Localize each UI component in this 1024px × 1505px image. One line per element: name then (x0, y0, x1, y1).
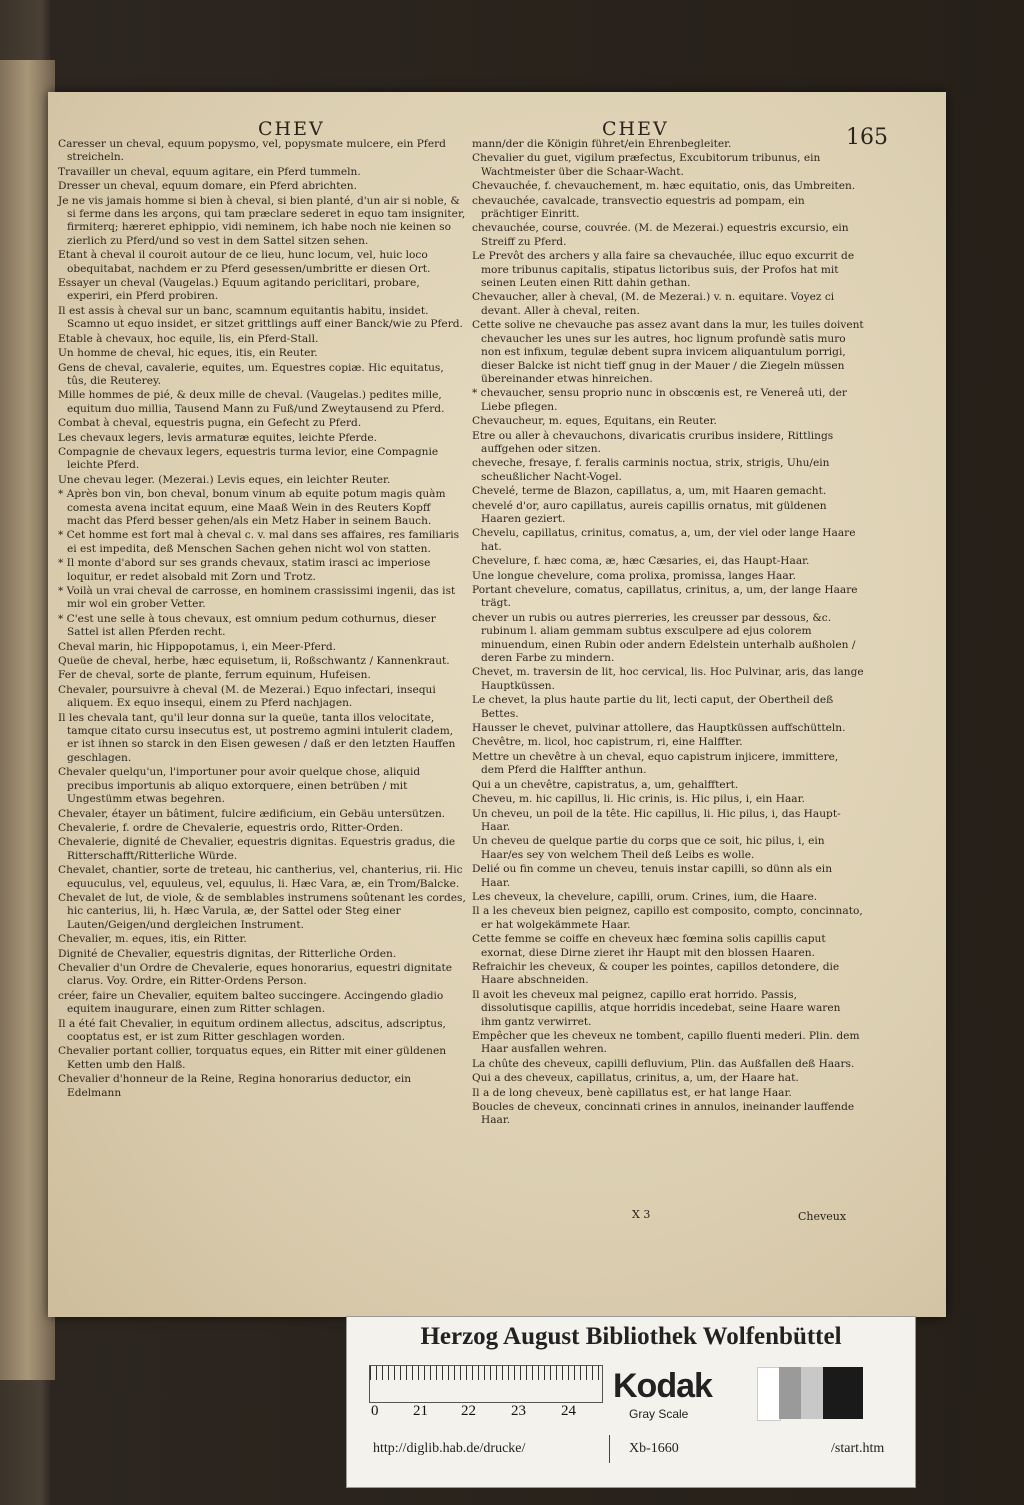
dictionary-entry: Boucles de cheveux, concinnati crines in annulos, ineinander lauffende Haar. (472, 1101, 855, 1127)
dictionary-entry: Mille hommes de pié, & deux mille de cheval. (Vaugelas.) pedites mille, equitum duo millia, Tausend Mann zu Fuß/und Zweytausend zu Pferd. (58, 389, 445, 415)
target-card (346, 1316, 916, 1488)
dictionary-entry: Etre ou aller à chevauchons, divaricatis cruribus insidere, Rittlings auffgehen oder sitzen. (472, 429, 834, 455)
dictionary-entry: Compagnie de chevaux legers, equestris turma levior, eine Compagnie leichte Pferd. (58, 445, 439, 472)
dictionary-entry: Empêcher que les cheveux ne tombent, capillo fluenti mederi. Plin. dem Haar ausfallen wehren. (472, 1030, 860, 1056)
dictionary-entry: Chevelure, f. hæc coma, æ, hæc Cæsaries, ei, das Haupt-Haar. (472, 555, 810, 568)
dictionary-entry: Dignité de Chevalier, equestris dignitas, der Ritterliche Orden. (58, 947, 397, 960)
dictionary-entry: Il a été fait Chevalier, in equitum ordinem allectus, adscitus, adscriptus, cooptatus est, er ist zum Ritter geschlagen worden. (58, 1017, 446, 1043)
dictionary-entry: Un homme de cheval, hic eques, itis, ein Reuter. (58, 347, 318, 360)
dictionary-entry: Caresser un cheval, equum popysmo, vel, popysmate mulcere, ein Pferd streicheln. (58, 138, 446, 164)
gray-swatch-mid (779, 1367, 801, 1419)
url-left: http://diglib.hab.de/drucke/ (373, 1441, 526, 1456)
dictionary-entry: chevelé d'or, auro capillatus, aureis capillis ornatus, mit güldenen Haaren geziert. (472, 499, 827, 525)
dictionary-entry: Chevalier portant collier, torquatus eques, ein Ritter mit einer güldenen Ketten umb den Halß. (58, 1045, 447, 1071)
dictionary-entry: Chevaucher, aller à cheval, (M. de Mezerai.) v. n. equitare. Voyez ci devant. Aller à cheval, reiten. (472, 291, 835, 317)
dictionary-entry: Gens de cheval, cavalerie, equites, um. Equestres copiæ. Hic equitatus, tûs, die Reuterey. (58, 361, 444, 387)
dictionary-entry: Les cheveux, la chevelure, capilli, orum. Crines, ium, die Haare. (472, 890, 818, 903)
dictionary-entry: mann/der die Königin führet/ein Ehrenbegleiter. (472, 138, 732, 150)
dictionary-entry: Il a de long cheveux, benè capillatus est, er hat lange Haar. (472, 1086, 792, 1099)
dictionary-entry: * Après bon vin, bon cheval, bonum vinum ab equite potum magis quàm comesta avena incitat equum, eine Maaß Wein in des Reuters Kopff macht das Pferd besser gehen/als ein Metz Haber in seinem Bauch. (58, 488, 446, 527)
dictionary-entry: Cette femme se coiffe en cheveux hæc fœmina solis capillis caput exornat, diese Dirne zieret ihr Haupt mit den blossen Haaren. (472, 933, 826, 959)
dictionary-entry: créer, faire un Chevalier, equitem balteo succingere. Accingendo gladio equitem inaugurare, einen zum Ritter schlagen. (58, 989, 444, 1016)
dictionary-entry: Chevalerie, f. ordre de Chevalerie, equestris ordo, Ritter-Orden. (58, 821, 404, 834)
dictionary-entry: Essayer un cheval (Vaugelas.) Equum agitando periclitari, probare, experiri, ein Pferd probiren. (58, 277, 420, 303)
url-right: /start.htm (831, 1441, 885, 1456)
shelfmark: Xb-1660 (629, 1441, 679, 1456)
dictionary-entry: Chevaler, étayer un bâtiment, fulcire ædificium, ein Gebäu untersützen. (58, 807, 446, 820)
dictionary-entry: chevauchée, cavalcade, transvectio equestris ad pompam, ein prächtiger Einritt. (472, 194, 805, 221)
dictionary-entry: Delié ou fin comme un cheveu, tenuis instar capilli, so dünn als ein Haar. (472, 863, 833, 889)
dictionary-entry: Chevaucheur, m. eques, Equitans, ein Reuter. (472, 415, 717, 428)
dictionary-entry: Chevalier du guet, vigilum præfectus, Excubitorum tribunus, ein Wachtmeister über die Schaar-Wacht. (472, 152, 821, 178)
dictionary-entry: Chevêtre, m. licol, hoc capistrum, ri, eine Halffter. (472, 736, 743, 749)
dictionary-entry: cheveche, fresaye, f. feralis carminis noctua, strix, strigis, Uhu/ein scheußlicher Nacht-Vogel. (472, 457, 830, 483)
dictionary-entry: Une chevau leger. (Mezerai.) Levis eques, ein leichter Reuter. (58, 473, 391, 486)
dictionary-entry: Cette solive ne chevauche pas assez avant dans la mur, les tuiles doivent chevaucher les unes sur les autres, hoc lignum profundè satis muro non est infixum, tegulæ debent supra invicem aliquantulum porrigi, dieser Balcke ist nicht tieff gnug in der Mauer / die Ziegeln müssen übereinander etwas hinreichen. (472, 319, 864, 385)
kodak-logo: Kodak (613, 1367, 712, 1405)
dictionary-entry: Il avoit les cheveux mal peignez, capillo erat horrido. Passis, dissolutisque capillis, atque horridis incedebat, seine Haare waren ihm gantz verwirret. (472, 988, 841, 1028)
dictionary-entry: Portant chevelure, comatus, capillatus, crinitus, a, um, der lange Haare trägt. (472, 584, 858, 610)
dictionary-entry: Qui a des cheveux, capillatus, crinitus, a, um, der Haare hat. (472, 1072, 799, 1085)
dictionary-entry: Mettre un chevêtre à un cheval, equo capistrum injicere, immittere, dem Pferd die Halffter anthun. (472, 750, 839, 777)
dictionary-entry: Un cheveu, un poil de la tête. Hic capillus, li. Hic pilus, i, das Haupt-Haar. (472, 807, 841, 833)
dictionary-entry: Les chevaux legers, levis armaturæ equites, leichte Pferde. (58, 431, 378, 444)
dictionary-entry: Chevauchée, f. chevauchement, m. hæc equitatio, onis, das Umbreiten. (472, 180, 856, 193)
gray-swatch-black (823, 1367, 863, 1419)
dictionary-entry: La chûte des cheveux, capilli defluvium, Plin. das Außfallen deß Haars. (472, 1057, 855, 1070)
library-title: Herzog August Bibliothek Wolfenbüttel (420, 1323, 842, 1350)
dictionary-entry: Hausser le chevet, pulvinar attollere, das Hauptküssen auffschütteln. (472, 722, 846, 735)
right-column (472, 138, 864, 1129)
dictionary-entry: * Cet homme est fort mal à cheval c. v. mal dans ses affaires, res familiaris ei est impedita, deß Menschen Sachen gehen nicht wol von statten. (58, 529, 460, 555)
dictionary-entry: Chevalier d'honneur de la Reine, Regina honorarius deductor, ein Edelmann (58, 1073, 412, 1099)
dictionary-entry: chever un rubis ou autres pierreries, les creusser par dessous, &c. rubinum l. aliam gemmam subtus exsculpere ad ejus colorem minuendum, einen Rubin oder andern Edelstein unterhalb außholen / deren Farbe zu mindern. (472, 611, 856, 665)
running-head-right: CHEV (602, 118, 669, 140)
dictionary-entry: Une longue chevelure, coma prolixa, promissa, langes Haar. (472, 569, 796, 582)
ruler-scale (369, 1365, 603, 1403)
running-head-left: CHEV (258, 118, 325, 140)
dictionary-entry: Dresser un cheval, equum domare, ein Pferd abrichten. (58, 180, 357, 193)
dictionary-entry: Chevet, m. traversin de lit, hoc cervical, lis. Hoc Pulvinar, aris, das lange Hauptküssen. (472, 666, 864, 692)
dictionary-entry: * Voilà un vrai cheval de carrosse, en hominem crassissimi ingenii, das ist mir wol ein grober Vetter. (58, 585, 456, 611)
ruler-label: 23 (511, 1403, 526, 1419)
ruler-label: 21 (413, 1403, 428, 1419)
dictionary-entry: Chevaler quelqu'un, l'importuner pour avoir quelque chose, aliquid precibus importunis ab aliquo extorquere, einen betrüben / mit Ungestümm etwas begehren. (58, 766, 421, 806)
catchword: Cheveux (798, 1210, 847, 1223)
page-number: 165 (846, 125, 888, 150)
dictionary-entry: Je ne vis jamais homme si bien à cheval, si bien planté, d'un air si noble, & si ferme dans les arçons, qui tam præclare sederet in equo tam insigniter, firmiterq; hæreret ephippio, vidi neminem, ich habe noch nie keinen so zierlich zu Pferd/und so vest in dem Sattel sitzen sehen. (58, 194, 466, 247)
dictionary-entry: chevauchée, course, couvrée. (M. de Mezerai.) equestris excursio, ein Streiff zu Pferd. (472, 222, 849, 248)
dictionary-entry: Il a les cheveux bien peignez, capillo est composito, compto, concinnato, er hat wolgekämmete Haar. (472, 905, 863, 931)
dictionary-entry: Etant à cheval il couroit autour de ce lieu, hunc locum, vel, huic loco obequitabat, nachdem er zu Pferd gesessen/umbritte er diesen Ort. (58, 249, 431, 275)
binding-edge (0, 60, 55, 1380)
signature-mark: X 3 (632, 1208, 651, 1221)
dictionary-entry: Chevalier, m. eques, itis, ein Ritter. (58, 933, 247, 946)
gray-swatch-light (801, 1367, 823, 1419)
dictionary-entry: Queüe de cheval, herbe, hæc equisetum, ii, Roßschwantz / Kannenkraut. (58, 655, 450, 668)
dictionary-entry: * Il monte d'abord sur ses grands chevaux, statim irasci ac imperiose loquitur, er redet alsobald mit Zorn und Trotz. (58, 557, 431, 583)
dictionary-entry: Cheveu, m. hic capillus, li. Hic crinis, is. Hic pilus, i, ein Haar. (472, 793, 805, 806)
divider (609, 1435, 610, 1463)
dictionary-entry: Chevalet de lut, de viole, & de semblables instrumens soûtenant les cordes, hic canterius, lii, h. Hæc Varula, æ, der Sattel oder Steg einer Lauten/Geigen/und dergleichen Instrument. (58, 891, 466, 931)
dictionary-entry: Chevaler, poursuivre à cheval (M. de Mezerai.) Equo infectari, insequi aliquem. Ex equo insequi, einem zu Pferd nachjagen. (58, 683, 436, 710)
left-column (58, 138, 466, 1101)
ruler-label: 22 (461, 1403, 476, 1419)
dictionary-entry: Un cheveu de quelque partie du corps que ce soit, hic pilus, i, ein Haar/es sey von welchem Theil deß Leibs es wolle. (472, 835, 825, 861)
dictionary-entry: Chevalier d'un Ordre de Chevalerie, eques honorarius, equestri dignitate clarus. Voy. Ordre, ein Ritter-Ordens Person. (58, 961, 453, 988)
dictionary-entry: Fer de cheval, sorte de plante, ferrum equinum, Hufeisen. (58, 669, 371, 682)
dictionary-entry: * C'est une selle à tous chevaux, est omnium pedum cothurnus, dieser Sattel ist allen Pferden recht. (58, 612, 436, 639)
gray-scale-label: Gray Scale (629, 1407, 689, 1421)
dictionary-entry: Il est assis à cheval sur un banc, scamnum equitantis habitu, insidet. Scamno ut equo insidet, er sitzet grittlings auff einer Banck/wie zu Pferd. (58, 304, 463, 331)
dictionary-entry: Chevelé, terme de Blazon, capillatus, a, um, mit Haaren gemacht. (472, 485, 827, 498)
dictionary-entry: Combat à cheval, equestris pugna, ein Gefecht zu Pferd. (58, 417, 362, 430)
ruler-label: 24 (561, 1403, 576, 1419)
dictionary-entry: Travailler un cheval, equum agitare, ein Pferd tummeln. (58, 165, 361, 178)
dictionary-entry: Chevalet, chantier, sorte de treteau, hic cantherius, vel, chanterius, rii. Hic equuculus, vel, equuleus, vel, equulus, li. Hæc Vara, æ, ein Trom/Balcke. (58, 864, 463, 890)
dictionary-entry: Refraichir les cheveux, & couper les pointes, capillos detondere, die Haare abschneiden. (472, 960, 840, 987)
dictionary-entry: Le chevet, la plus haute partie du lit, lecti caput, der Obertheil deß Bettes. (472, 694, 834, 720)
dictionary-entry: Cheval marin, hic Hippopotamus, i, ein Meer-Pferd. (58, 640, 337, 653)
dictionary-entry: Chevalerie, dignité de Chevalier, equestris dignitas. Equestris gradus, die Ritterschafft/Ritterliche Würde. (58, 836, 456, 862)
dictionary-entry: Le Prevôt des archers y alla faire sa chevauchée, illuc equo excurrit de more tribunus capitalis, stipatus lictoribus suis, der Profos hat mit seinen Leuten einen Ritt dahin gethan. (472, 250, 855, 290)
dictionary-entry: Il les chevala tant, qu'il leur donna sur la queüe, tanta illos velocitate, tamque citato cursu insecutus est, ut postremo agmini intulerit cladem, er ist ihnen so starck in den Eisen gewesen / daß er den letzten Hauffen geschlagen. (58, 711, 456, 764)
gray-swatch-white (757, 1367, 781, 1421)
ruler-label: 0 (371, 1403, 379, 1419)
dictionary-entry: Chevelu, capillatus, crinitus, comatus, a, um, der viel oder lange Haare hat. (472, 527, 856, 553)
dictionary-entry: Etable à chevaux, hoc equile, lis, ein Pferd-Stall. (58, 332, 319, 345)
dictionary-entry: * chevaucher, sensu proprio nunc in obscœnis est, re Venereâ uti, der Liebe pflegen. (472, 387, 847, 413)
dictionary-entry: Qui a un chevêtre, capistratus, a, um, gehalfftert. (472, 778, 739, 791)
